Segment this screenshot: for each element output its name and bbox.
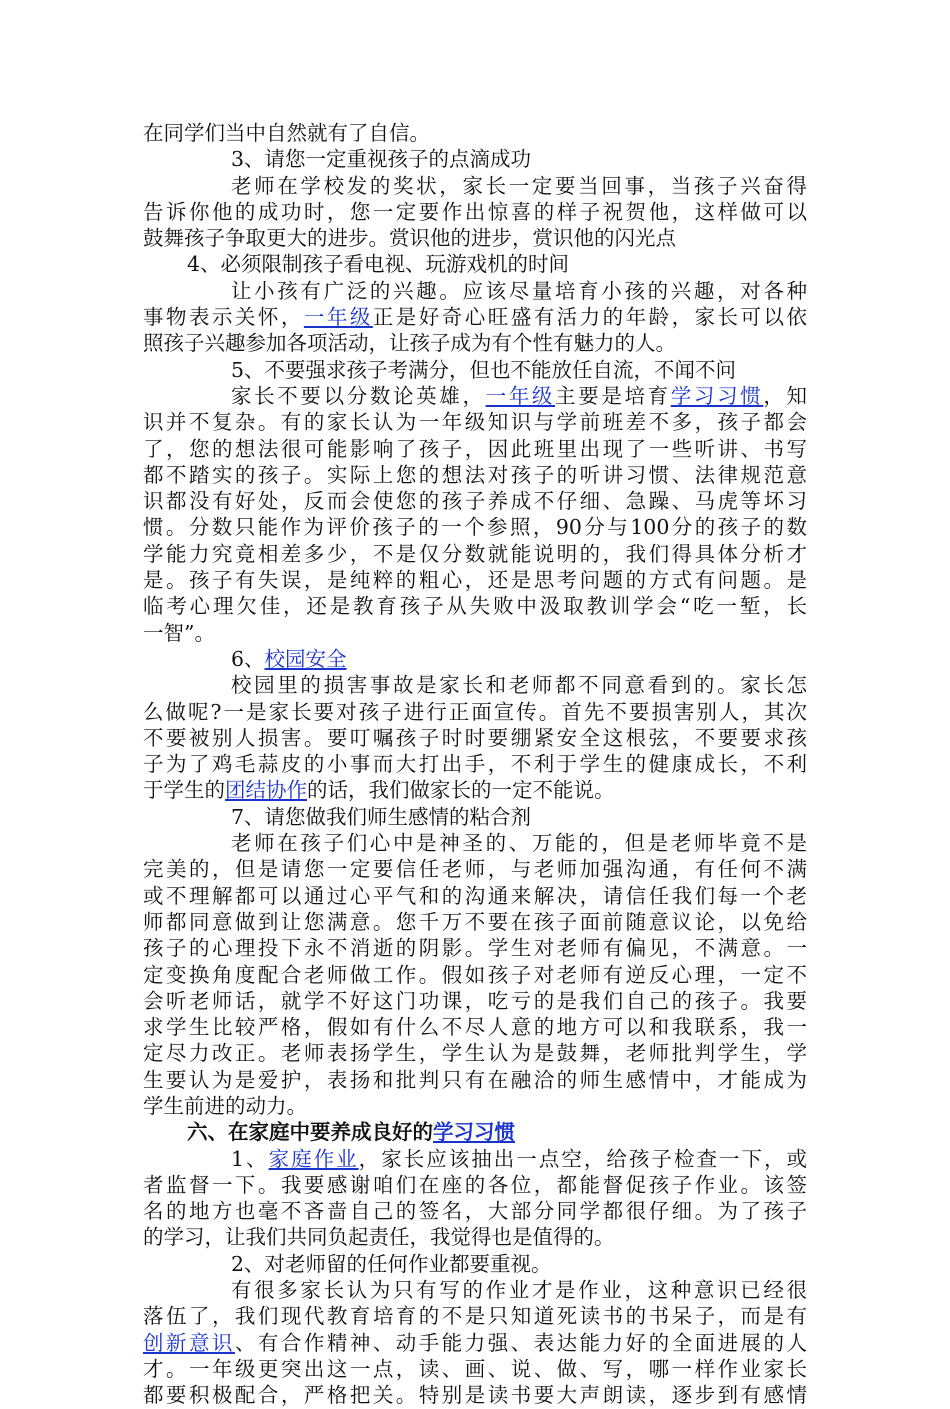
text-line: 临考心理欠佳，还是教育孩子从失败中汲取教训学会“吃一堑，长	[143, 594, 807, 619]
text-line: 学生前进的动力。	[143, 1093, 307, 1118]
link-first-grade[interactable]: 一年级	[485, 383, 556, 408]
text-segment: ，家长应该抽出一点空，给孩子检查一下，或	[358, 1146, 808, 1171]
section-heading: 5、不要强求孩子考满分，但也不能放任自流，不闻不问	[231, 357, 737, 382]
text-segment: 正是好奇心旺盛有活力的年龄，家长可以依	[372, 305, 808, 330]
text-line: 求学生比较严格，假如有什么不尽人意的地方可以和我联系，我一	[143, 1015, 807, 1040]
text-line: 都不踏实的孩子。实际上您的想法对孩子的听讲习惯、法律规范意	[143, 462, 807, 487]
text-line	[143, 383, 807, 409]
text-line: 完美的，但是请您一定要信任老师，与老师加强沟通，有任何不满	[143, 857, 807, 882]
text-line: 么做呢?一是家长要对孩子进行正面宣传。首先不要损害别人，其次	[143, 699, 807, 724]
text-line: 校园里的损害事故是家长和老师都不同意看到的。家长怎	[231, 673, 807, 698]
text-line: 一智”。	[143, 620, 215, 645]
text-line: 惯。分数只能作为评价孩子的一个参照，90分与100分的孩子的数	[143, 515, 807, 540]
text-line: 才。一年级更突出这一点，读、画、说、做、写，哪一样作业家长	[143, 1356, 807, 1381]
text-line: 落伍了，我们现代教育培育的不是只知道死读书的书呆子，而是有	[143, 1304, 807, 1329]
text-line: 照孩子兴趣参加各项活动，让孩子成为有个性有魅力的人。	[143, 331, 676, 356]
section-heading	[143, 646, 807, 672]
text-line: 子为了鸡毛蒜皮的小事而大打出手，不利于学生的健康成长，不利	[143, 752, 807, 777]
text-line	[143, 777, 807, 803]
text-segment: 主要是培育	[555, 383, 671, 408]
text-line: 生要认为是爱护，表扬和批判只有在融洽的师生感情中，才能成为	[143, 1067, 807, 1092]
section-heading: 2、对老师留的任何作业都要重视。	[231, 1251, 552, 1276]
section-heading: 7、请您做我们师生感情的粘合剂	[231, 804, 532, 829]
text-line: 孩子的心理投下永不消逝的阴影。学生对老师有偏见，不满意。一	[143, 936, 807, 961]
text-line: 定变换角度配合老师做工作。假如孩子对老师有逆反心理，一定不	[143, 962, 807, 987]
text-line: 师都同意做到让您满意。您千万不要在孩子面前随意议论，以免给	[143, 909, 807, 934]
link-campus-safety[interactable]: 校园安全	[264, 646, 347, 671]
link-study-habits[interactable]: 学习习惯	[433, 1120, 515, 1145]
text-segment: 的话，我们做家长的一定不能说。	[307, 778, 615, 803]
section-heading: 3、请您一定重视孩子的点滴成功	[231, 147, 532, 172]
text-line: 是。孩子有失误，是纯粹的粗心，还是思考问题的方式有问题。是	[143, 568, 807, 593]
text-segment: 于学生的	[143, 778, 225, 803]
text-line: 在同学们当中自然就有了自信。	[143, 121, 430, 145]
text-line: 会听老师话，就学不好这门功课，吃亏的是我们自己的孩子。我要	[143, 988, 807, 1013]
text-line	[143, 1146, 807, 1172]
text-line: 者监督一下。我要感谢咱们在座的各位，都能督促孩子作业。该签	[143, 1172, 807, 1197]
link-teamwork[interactable]: 团结协作	[225, 778, 307, 803]
text-segment: 1、	[231, 1146, 269, 1171]
text-line: 识都没有好处，反而会使您的孩子养成不仔细、急躁、马虎等坏习	[143, 489, 807, 514]
text-line: 了，您的想法很可能影响了孩子，因此班里出现了一些听讲、书写	[143, 436, 807, 461]
text-segment: 事物表示关怀，	[143, 305, 304, 330]
link-innovation[interactable]: 创新意识	[143, 1330, 235, 1355]
text-line	[143, 1330, 807, 1356]
text-segment: ，知	[763, 383, 808, 408]
text-line: 的学习，让我们共同负起责任，我觉得也是值得的。	[143, 1225, 615, 1250]
text-line: 学能力究竟相差多少，不是仅分数就能说明的，我们得具体分析才	[143, 541, 807, 566]
text-line: 定尽力改正。老师表扬学生，学生认为是鼓舞，老师批判学生，学	[143, 1041, 807, 1066]
link-first-grade[interactable]: 一年级	[303, 305, 373, 330]
text-line: 识并不复杂。有的家长认为一年级知识与学前班差不多，孩子都会	[143, 410, 807, 435]
text-segment: 六、在家庭中要养成良好的	[187, 1120, 433, 1145]
text-line: 告诉你他的成功时，您一定要作出惊喜的样子祝贺他，这样做可以	[143, 199, 807, 224]
text-segment: 6、	[231, 646, 265, 671]
section-heading: 4、必须限制孩子看电视、玩游戏机的时间	[187, 252, 570, 277]
link-homework[interactable]: 家庭作业	[268, 1146, 359, 1171]
text-line: 让小孩有广泛的兴趣。应该尽量培育小孩的兴趣，对各种	[231, 278, 807, 303]
document-page	[143, 120, 807, 1409]
text-line: 名的地方也毫不吝啬自己的签名，大部分同学都很仔细。为了孩子	[143, 1199, 807, 1224]
chapter-heading	[143, 1119, 807, 1145]
text-line	[143, 304, 807, 330]
text-line: 都要积极配合，严格把关。特别是读书要大声朗读，逐步到有感情	[143, 1383, 807, 1408]
text-segment: 家长不要以分数论英雄，	[231, 383, 486, 408]
text-line: 老师在孩子们心中是神圣的、万能的，但是老师毕竟不是	[231, 831, 807, 856]
text-line: 老师在学校发的奖状，家长一定要当回事，当孩子兴奋得	[231, 173, 807, 198]
text-line: 或不理解都可以通过心平气和的沟通来解决，请信任我们每一个老	[143, 883, 807, 908]
text-line: 不要被别人损害。要叮嘱孩子时时要绷紧安全这根弦，不要要求孩	[143, 725, 807, 750]
text-line: 鼓舞孩子争取更大的进步。赏识他的进步，赏识他的闪光点	[143, 226, 676, 251]
link-study-habits[interactable]: 学习习惯	[670, 383, 764, 408]
text-segment: 、有合作精神、动手能力强、表达能力好的全面进展的人	[234, 1330, 808, 1355]
text-line: 有很多家长认为只有写的作业才是作业，这种意识已经很	[231, 1278, 807, 1303]
